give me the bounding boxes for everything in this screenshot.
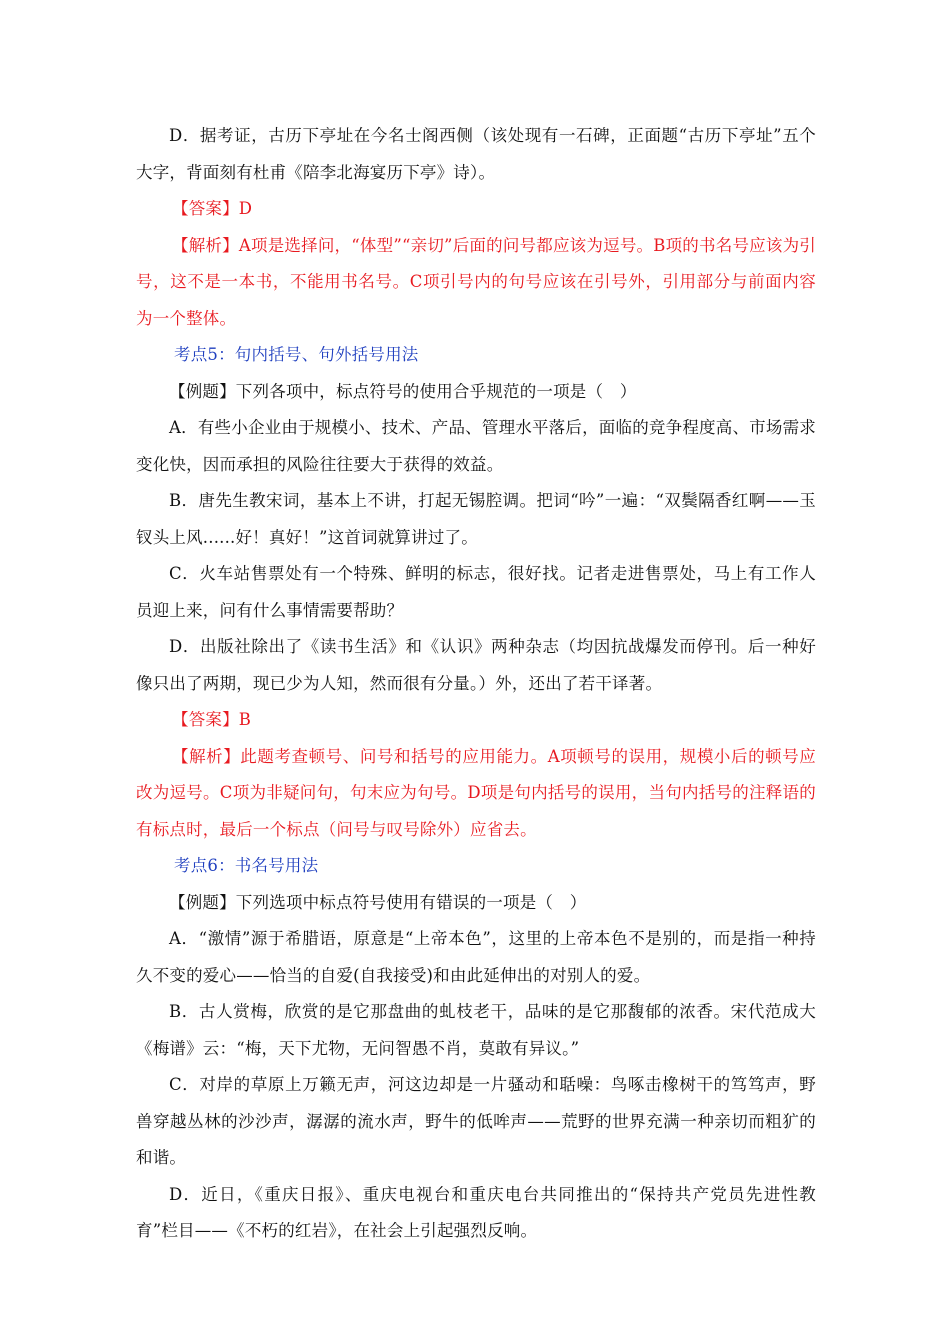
analysis-paragraph: 【解析】A项是选择问，“体型”“亲切”后面的问号都应该为逗号。B项的书名号应该为引号，这不是一本书，不能用书名号。C项引号内的句号应该在引号外，引用部分与前面内容为一个整体。 [136,235,816,328]
option-d-paragraph: D．据考证，古历下亭址在今名士阁西侧（该处现有一石碑，正面题“古历下亭址”五个大字，背面刻有杜甫《陪李北海宴历下亭》诗）。 [136,126,816,182]
option-c-paragraph: C．火车站售票处有一个特殊、鲜明的标志，很好找。记者走进售票处，马上有工作人员迎上来，问有什么事情需要帮助？ [136,564,816,620]
option-c-paragraph: C．对岸的草原上万籁无声，河这边却是一片骚动和聒噪：鸟啄击橡树干的笃笃声，野兽穿越丛林的沙沙声，潺潺的流水声，野牛的低哞声——荒野的世界充满一种亲切而粗犷的和谐。 [136,1075,816,1167]
option-b-paragraph: B．唐先生教宋词，基本上不讲，打起无锡腔调。把词“吟”一遍：“双鬓隔香红啊——玉钗头上风......好！真好！”这首词就算讲过了。 [136,491,816,547]
section-heading-6: 考点6：书名号用法 [174,856,319,875]
answer-line: 【答案】B [172,710,252,729]
option-b-paragraph: B．古人赏梅，欣赏的是它那盘曲的虬枝老干，品味的是它那馥郁的浓香。宋代范成大《梅谱》云：“梅，天下尤物，无问智愚不肖，莫敢有异议。” [136,1002,816,1058]
example-question: 【例题】下列各项中，标点符号的使用合乎规范的一项是（ ） [169,381,637,401]
option-a-paragraph: A．有些小企业由于规模小、技术、产品、管理水平落后，面临的竞争程度高、市场需求变化快，因而承担的风险往往要大于获得的效益。 [136,418,816,474]
analysis-paragraph: 【解析】此题考查顿号、问号和括号的应用能力。A项顿号的误用，规模小后的顿号应改为逗号。C项为非疑问句，句末应为句号。D项是句内括号的误用，当句内括号的注释语的有标点时，最后一个标点（问号与叹号除外）应省去。 [136,746,817,839]
option-d-paragraph: D．出版社除出了《读书生活》和《认识》两种杂志（均因抗战爆发而停刊。后一种好像只出了两期，现已少为人知，然而很有分量。）外，还出了若干译著。 [136,637,816,693]
answer-line: 【答案】D [172,199,253,218]
option-d-paragraph: D．近日，《重庆日报》、重庆电视台和重庆电台共同推出的“保持共产党员先进性教育”栏目——《不朽的红岩》，在社会上引起强烈反响。 [136,1184,816,1240]
section-heading-5: 考点5：句内括号、句外括号用法 [174,345,419,364]
example-question: 【例题】下列选项中标点符号使用有错误的一项是（ ） [169,892,587,912]
document-page [136,118,816,1250]
option-a-paragraph: A．“激情”源于希腊语，原意是“上帝本色”，这里的上帝本色不是别的，而是指一种持久不变的爱心——恰当的自爱(自我接受)和由此延伸出的对别人的爱。 [136,929,816,985]
